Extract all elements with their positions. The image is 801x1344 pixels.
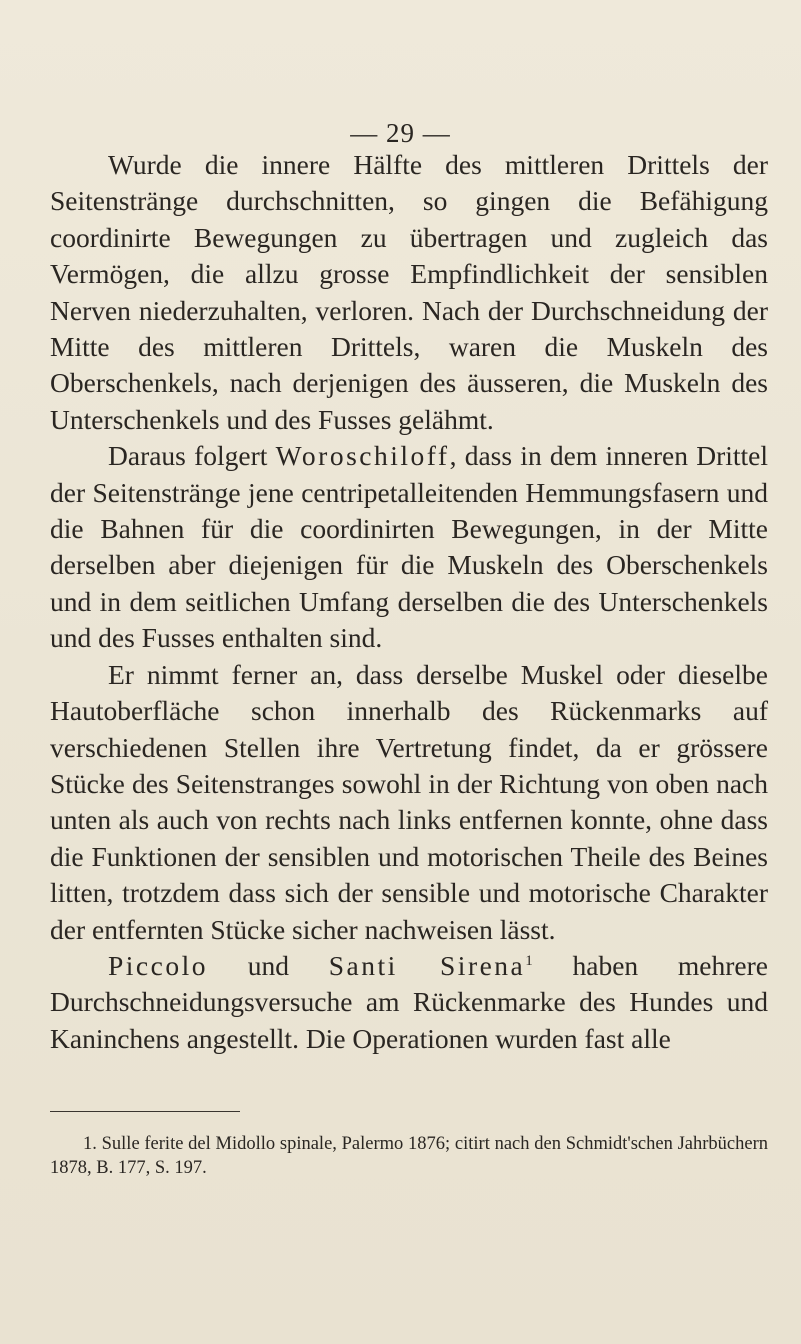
- paragraph-4-after: haben mehrere Durchschneidungsversuche am Rückenmarke des Hundes und Kaninchens angestellt. Die Operationen wurden fast alle: [50, 949, 768, 1054]
- footnote-marker: 1: [525, 952, 533, 969]
- author-name-woroschiloff: Woroschiloff: [275, 440, 450, 472]
- paragraph-2-before: Daraus folgert: [108, 440, 276, 472]
- paragraph-1: Wurde die innere Hälfte des mittleren Drittels der Seitenstränge durchschnitten, so gingen die Befähigung coordinirte Bewegungen zu übertragen und zugleich das Vermögen, die allzu grosse Empfindlichkeit der sensiblen Nerven niederzuhalten, verloren. Nach der Durchschneidung der Mitte des mittleren Drittels, waren die Muskeln des Oberschenkels, nach derjenigen des äusseren, die Muskeln des Unterschenkels und des Fusses gelähmt.: [50, 149, 768, 435]
- paragraph-4: [50, 948, 768, 1057]
- body-text: [50, 147, 768, 1057]
- paragraph-4-connector: und: [208, 949, 329, 981]
- paragraph-2: [50, 438, 768, 656]
- author-name-santi-sirena: Santi Sirena: [328, 949, 526, 981]
- footnote-divider: [50, 1111, 240, 1112]
- paragraph-2-after: , dass in dem inneren Drittel der Seitenstränge jene centripetalleitenden Hemmungsfasern und die Bahnen für die coordinirten Bewegungen, in der Mitte derselben aber diejenigen für die Muskeln des Oberschenkels und in dem seitlichen Umfang derselben die des Unterschenkels und des Fusses enthalten sind.: [50, 440, 769, 654]
- paragraph-3: Er nimmt ferner an, dass derselbe Muskel oder dieselbe Hautoberfläche schon innerhalb des Rückenmarks auf verschiedenen Stellen ihre Vertretung findet, da er grössere Stücke des Seitenstranges sowohl in der Richtung von oben nach unten als auch von rechts nach links entfernen konnte, ohne dass die Funktionen der sensiblen und motorischen Theile des Beines litten, trotzdem dass sich der sensible und motorische Charakter der entfernten Stücke sicher nachweisen lässt.: [50, 658, 768, 945]
- author-name-piccolo: Piccolo: [108, 949, 208, 981]
- footnote: 1. Sulle ferite del Midollo spinale, Palermo 1876; citirt nach den Schmidt'schen Jahrbüchern 1878, B. 177, S. 197.: [50, 1134, 768, 1178]
- page-number: — 29 —: [350, 118, 451, 148]
